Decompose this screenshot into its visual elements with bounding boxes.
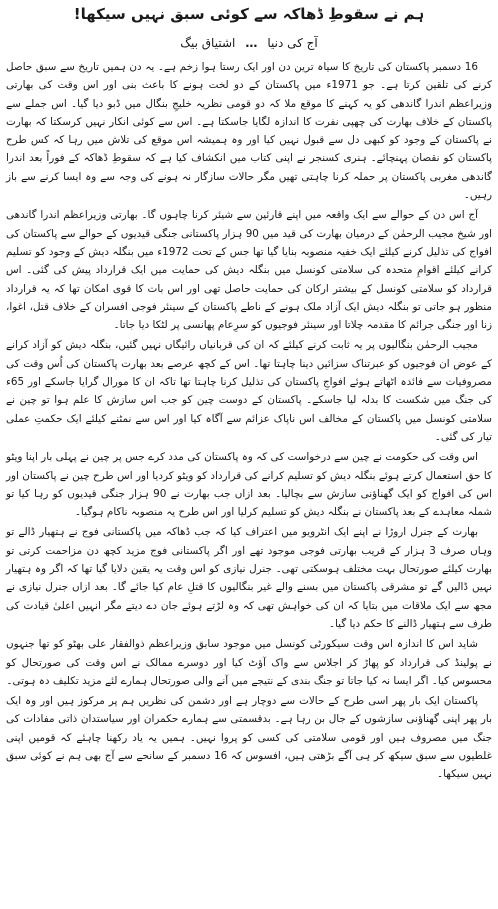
paragraph: بھارت کے جنرل اروڑا نے اپنے ایک انٹرویو میں اعتراف کیا کہ جب ڈھاکہ میں پاکستانی فوج نے ہتھیار ڈالے تو وہاں صرف 3 ہزار کے قریب بھارتی فوجی موجود تھے اور اگر پاکستانی فوج مزید کچھ دن مزاحمت کرتی تو بھارت کیلئے صورتحال بہت مختلف ہوسکتی تھی۔ جنرل نیازی کو اس وقت یہ یقین دلایا گیا تھا کہ اگر وہ ہتھیار نہیں ڈالیں گے تو مشرقی پاکستان میں بسنے والے غیر بنگالیوں کا قتلِ عام کیا جائے گا۔ بعد ازاں جنرل نیازی نے مجھ سے ایک ملاقات میں بتایا کہ ان کی خواہش تھی کہ وہ لڑتے ہوئے جان دے دیتے مگر انہیں اعلیٰ قیادت کی طرف سے ہتھیار ڈالنے کا حکم دیا گیا۔: [6, 526, 492, 630]
author-name: اشتیاق بیگ: [180, 36, 236, 50]
byline-separator: …: [245, 36, 258, 50]
paragraph: 16 دسمبر پاکستان کی تاریخ کا سیاہ ترین دن اور ایک رستا ہوا زخم ہے۔ یہ دن ہمیں تاریخ سے سبق حاصل کرنے کی تلقین کرتا ہے۔ جو 1971ء میں پاکستان کے دو لخت ہونے کا باعث بنی اور اس وقت کی بھارتی وزیراعظم اندرا گاندھی کو یہ کہنے کا موقع ملا کہ دو قومی نظریہ خلیجِ بنگال میں ڈبو دیا گیا۔ اس جملے سے پاکستان کے خلاف بھارت کی چھپی نفرت کا اندازہ لگایا جاسکتا ہے۔ اس سے کوئی انکار نہیں کرسکتا کہ بھارت نے پاکستان کے وجود کو کبھی دل سے قبول نہیں کیا اور وہ ہمیشہ اس موقع کی تلاش میں رہا کہ کس طرح پاکستان کو نقصان پہنچائے۔ ہنری کسنجر نے اپنی کتاب میں انکشاف کیا ہے کہ سقوطِ ڈھاکہ کے فوراً بعد اندرا گاندھی مغربی پاکستان پر حملہ کرنا چاہتی تھیں مگر حالات سازگار نہ ہونے کی وجہ سے وہ ایسا کرنے سے باز رہیں۔: [6, 61, 493, 202]
paragraph: اس وقت کی حکومت نے چین سے درخواست کی کہ وہ پاکستان کی مدد کرے جس پر چین نے پہلی بار اپنا ویٹو کا حق استعمال کرتے ہوئے بنگلہ دیش کو تسلیم کرانے کی قرارداد کو ویٹو کردیا اور اس طرح چین نے پاکستان اور اس کی افواج کو ایک گھناؤنی سازش سے بچالیا۔ بعد ازاں جب بھارت نے 90 ہزار جنگی قیدیوں کو رہا کیا تو شملہ معاہدے کے بعد پاکستان نے بنگلہ دیش کو تسلیم کرلیا اور اس طرح یہ منصوبہ ناکام ہوگیا۔: [6, 451, 492, 519]
column-name: آج کی دنیا: [267, 36, 318, 50]
article-headline: ہم نے سقوطِ ڈھاکہ سے کوئی سبق نہیں سیکھا!: [73, 5, 425, 23]
column-page: [6, 4, 492, 901]
paragraph: شاید اس کا اندازہ اس وقت سیکورٹی کونسل میں موجود سابق وزیراعظم ذوالفقار علی بھٹو کو تھا جنہوں نے پولینڈ کی قرارداد کو پھاڑ کر اجلاس سے واک آؤٹ کیا اور دوسرے ممالک نے اس وقت کی صورتحال کو محسوس کیا۔ اگر ایسا نہ کیا جاتا تو جنگ بندی کے نتیجے میں آنے والی صورتحال ہمارے لئے مزید تکلیف دہ ہوتی۔: [6, 638, 492, 687]
paragraph: مجیب الرحمٰن بنگالیوں پر یہ ثابت کرنے کیلئے کہ ان کی قربانیاں رائیگاں نہیں گئیں، بنگلہ دیش کو آزاد کرانے کے عوض ان فوجیوں کو عبرتناک سزائیں دینا چاہتا تھا۔ اس کے کچھ عرصے بعد بھارت پاکستان کی اُس وقت کی مصروفیات سے فائدہ اٹھاتے ہوئے افواجِ پاکستان کی تذلیل کرنا چاہتا تھا تاکہ ان کا مورال گرایا جاسکے اور 65ء کی جنگ میں شکست کا بدلہ لیا جاسکے۔ پاکستان کے دوست چین کو جب اس سازش کا علم ہوا تو چین نے سلامتی کونسل میں پاکستان کے مخالف اس ناپاک عزائم سے آگاہ کیا اور اس سے نمٹنے کیلئے ایک حکمتِ عملی تیار کی گئی۔: [6, 339, 492, 443]
byline: [6, 34, 492, 52]
paragraph: آج اس دن کے حوالے سے ایک واقعہ میں اپنے قارئین سے شیئر کرنا چاہوں گا۔ بھارتی وزیراعظم اندرا گاندھی اور شیخ مجیب الرحمٰن کے درمیان بھارت کی قید میں 90 ہزار پاکستانی جنگی قیدیوں کے حوالے سے پاکستان کی افواج کی تذلیل کرنے کیلئے ایک خفیہ منصوبہ بنایا گیا تھا جس کے تحت 1972ء میں بنگلہ دیش کے وجود کو تسلیم کرانے کیلئے اقوامِ متحدہ کی سلامتی کونسل میں بنگلہ دیش کی حمایت میں ایک قرارداد پیش کی گئی۔ اس قرارداد کو سلامتی کونسل کے بیشتر ارکان کی حمایت حاصل تھی اور اس بات کا قوی امکان تھا کہ یہ قرارداد منظور ہو جاتی تو بنگلہ دیش ایک آزاد ملک ہونے کے ناطے پاکستان کے سینئر فوجی افسران کے خلاف قتل، اغوا، زنا اور جنگی جرائم کا مقدمہ چلاتا اور سینئر فوجیوں کو سرِعام پھانسی پر لٹکا دیا جاتا۔: [6, 209, 492, 332]
paragraph: پاکستان ایک بار پھر اسی طرح کے حالات سے دوچار ہے اور دشمن کی نظریں ہم پر مرکوز ہیں اور وہ ایک بار پھر اپنی گھناؤنی سازشوں کے جال بن رہا ہے۔ بدقسمتی سے ہمارے حکمران اور سیاستدان ذاتی مفادات کی جنگ میں مصروف ہیں اور قومی سلامتی کی کسی کو پروا نہیں۔ ہمیں یہ یاد رکھنا چاہئے کہ قومیں اپنی غلطیوں سے سبق سیکھ کر ہی آگے بڑھتی ہیں، افسوس کہ 16 دسمبر کے سانحے سے آج بھی ہم نے کوئی سبق نہیں سیکھا۔: [6, 695, 492, 781]
article-body: [6, 58, 492, 784]
